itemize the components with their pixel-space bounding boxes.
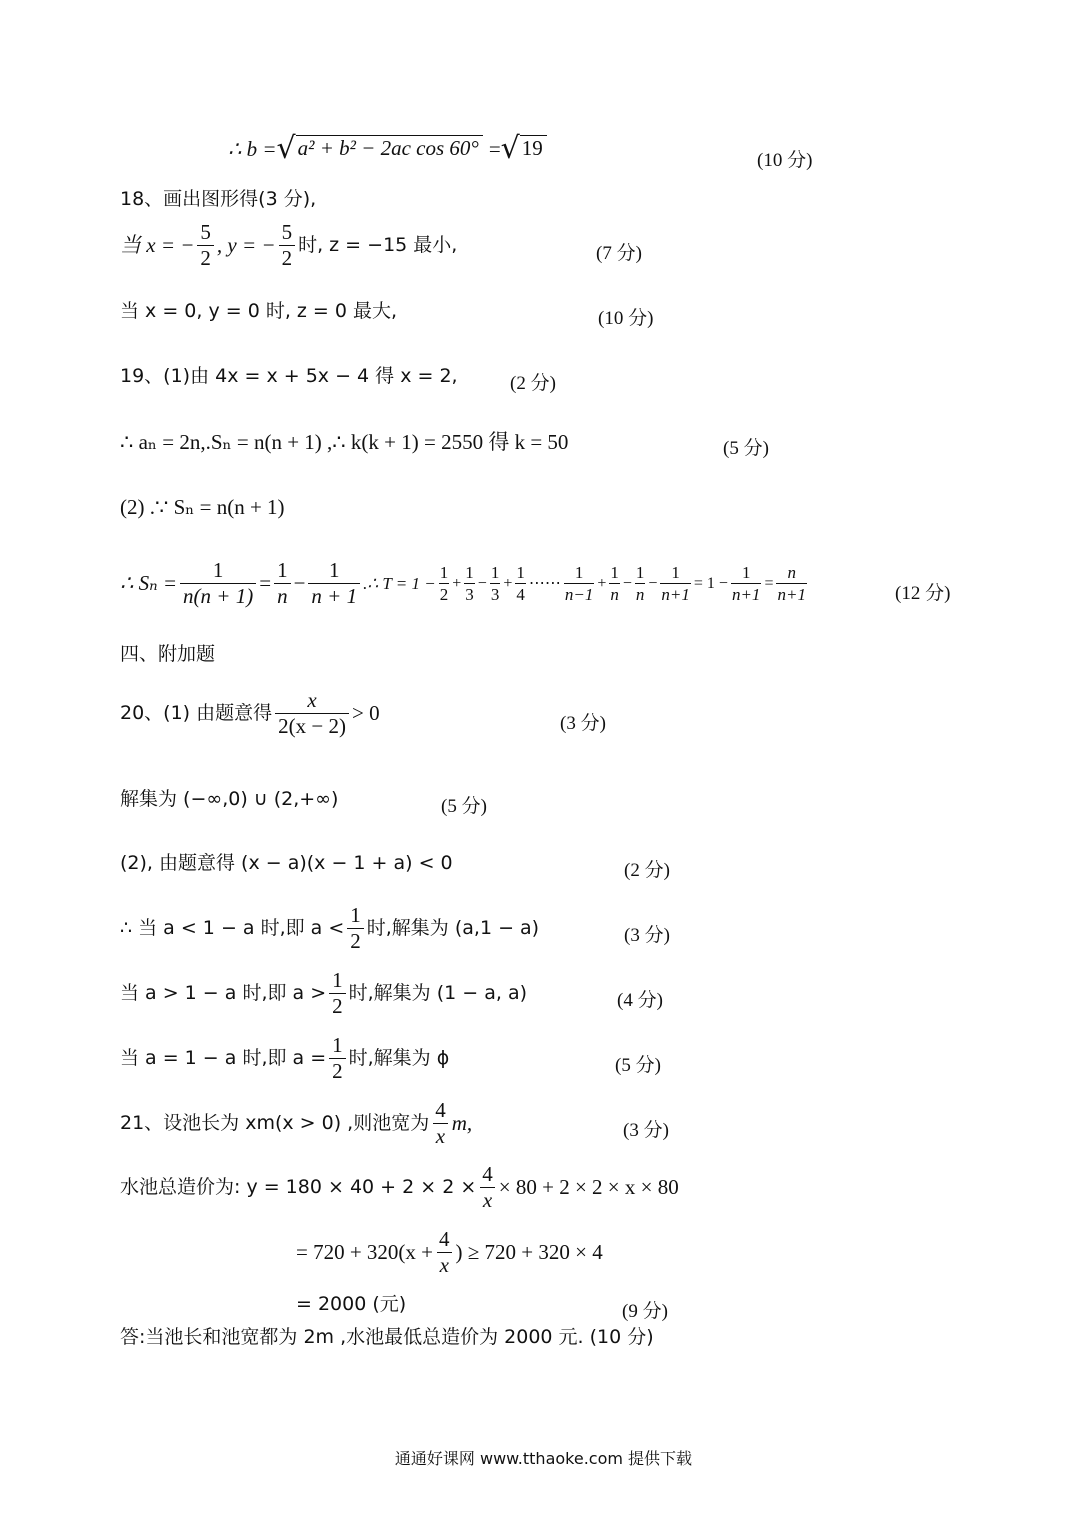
frac-half-b: $\frac{1}{2}$ bbox=[329, 970, 346, 1017]
score-l3: (7 分) bbox=[596, 243, 642, 264]
section-four-title: 四、附加题 bbox=[120, 643, 216, 665]
t-frac-np1-b: $\frac{1}{n+1}$ bbox=[731, 563, 761, 604]
score-l10: (3 分) bbox=[560, 713, 606, 734]
l10-a: 20、(1) 由题意得 bbox=[120, 702, 273, 724]
l16-a: 21、设池长为 xm(x > 0) ,则池宽为 bbox=[120, 1112, 430, 1134]
frac-1-n: $\frac{1}{n}$ bbox=[274, 560, 291, 607]
score-l15: (5 分) bbox=[615, 1055, 661, 1076]
q19-an-line: ∴ aₙ = 2n,.Sₙ = n(n + 1) ,∴ k(k + 1) = 2550 得 k = 50 bbox=[120, 430, 569, 454]
l3-b: , y = − bbox=[216, 233, 276, 257]
q20-solution-set: 解集为 (−∞,0) ∪ (2,+∞) bbox=[120, 788, 339, 810]
q18-header: 18、画出图形得(3 分), bbox=[120, 188, 317, 210]
q20-case3 bbox=[120, 1035, 449, 1082]
l10-b: > 0 bbox=[351, 701, 380, 725]
t-frac-n-a: $\frac{1}{n}$ bbox=[610, 563, 619, 604]
score-l19: (9 分) bbox=[622, 1301, 668, 1322]
frac-x-2x2: $\frac{x}{2(x - 2)}$ bbox=[275, 690, 349, 737]
score-l14: (4 分) bbox=[617, 990, 663, 1011]
l16-b: m, bbox=[451, 1111, 473, 1135]
q20-part2: (2), 由题意得 (x − a)(x − 1 + a) < 0 bbox=[120, 852, 453, 874]
score-l1: (10 分) bbox=[757, 150, 813, 171]
q21-inequality bbox=[296, 1229, 603, 1276]
l3-c: 时, z = −15 最小, bbox=[298, 234, 458, 256]
score-l16: (3 分) bbox=[623, 1120, 669, 1141]
score-l11: (5 分) bbox=[441, 796, 487, 817]
frac-4-x-b: $\frac{4}{x}$ bbox=[479, 1164, 496, 1211]
q20-case2 bbox=[120, 970, 527, 1017]
solution-line-b: ∴ b = √ a² + b² − 2ac cos 60° = √ 19 bbox=[228, 135, 547, 164]
l18-b: ) ≥ 720 + 320 × 4 bbox=[455, 1240, 603, 1264]
q20-case1 bbox=[120, 905, 539, 952]
t-frac-result: $\frac{n}{n+1}$ bbox=[777, 563, 806, 604]
l13-b: 时,解集为 (a,1 − a) bbox=[366, 917, 540, 939]
l8-d: .∴ T = 1 − bbox=[363, 574, 436, 593]
frac-5-2-b: $\frac{5}{2}$ bbox=[279, 222, 296, 269]
q21-setup bbox=[120, 1100, 472, 1147]
q19-part2: (2) .∵ Sₙ = n(n + 1) bbox=[120, 495, 285, 519]
score-l8: (12 分) bbox=[895, 583, 951, 604]
frac-5-2-a: $\frac{5}{2}$ bbox=[197, 222, 214, 269]
frac-1-n1: $\frac{1}{n + 1}$ bbox=[308, 560, 360, 607]
l13-a: ∴ 当 a < 1 − a 时,即 a < bbox=[120, 917, 345, 939]
l15-a: 当 a = 1 − a 时,即 a = bbox=[120, 1047, 327, 1069]
sqrt-19: √ 19 bbox=[501, 135, 547, 164]
score-l6: (5 分) bbox=[723, 438, 769, 459]
q18-max-line: 当 x = 0, y = 0 时, z = 0 最大, bbox=[120, 300, 398, 322]
frac-4-x-a: $\frac{4}{x}$ bbox=[432, 1100, 449, 1147]
t-frac-np1: $\frac{1}{n+1}$ bbox=[661, 563, 690, 604]
frac-half-c: $\frac{1}{2}$ bbox=[329, 1035, 346, 1082]
score-l4: (10 分) bbox=[598, 308, 654, 329]
l14-a: 当 a > 1 − a 时,即 a > bbox=[120, 982, 327, 1004]
q19-part1: 19、(1)由 4x = x + 5x − 4 得 x = 2, bbox=[120, 365, 458, 387]
t-frac-3a: $\frac{1}{3}$ bbox=[465, 563, 474, 604]
frac-half-a: $\frac{1}{2}$ bbox=[347, 905, 364, 952]
l17-a: 水池总造价为: y = 180 × 40 + 2 × 2 × bbox=[120, 1176, 477, 1198]
q21-result: = 2000 (元) bbox=[296, 1293, 407, 1315]
t-frac-n-b: $\frac{1}{n}$ bbox=[635, 563, 645, 604]
q19-telescoping-line: ∴ Sₙ = $\frac{1}{n(n + 1)}$ = $\frac{1}{n}$ − $\frac{1}{n + 1}$ .∴ T = 1 − $\frac{1}{2}$ + $\frac{1}{3}$ − $\frac{1}{3}$ + $\frac{1}{4}$ ⋯⋯ $\frac{1}{n-1}$ + $\frac{1}{n}$ − $\frac{1}{n}$ − $\frac{1}{n+1}$ = 1 − $\frac{1}{n+1}$ = $\frac{n}{n+1}$ bbox=[120, 558, 806, 608]
q18-min-line bbox=[120, 222, 457, 269]
t-frac-nm1: $\frac{1}{n-1}$ bbox=[564, 563, 594, 604]
frac-1-nn1: $\frac{1}{n(n + 1)}$ bbox=[180, 560, 256, 607]
l3-a: 当 x = − bbox=[120, 233, 195, 257]
q21-cost-eq bbox=[120, 1164, 679, 1211]
score-l12: (2 分) bbox=[624, 860, 670, 881]
t-frac-3b: $\frac{1}{3}$ bbox=[490, 563, 500, 604]
t-frac-2: $\frac{1}{2}$ bbox=[439, 563, 449, 604]
page-footer: 通通好课网 www.tthaoke.com 提供下载 bbox=[394, 1449, 693, 1468]
sqrt-expression: √ a² + b² − 2ac cos 60° bbox=[277, 135, 483, 164]
q20-part1 bbox=[120, 690, 380, 737]
math-b-expr: ∴ b = bbox=[228, 136, 277, 161]
l8-a: ∴ Sₙ = bbox=[120, 571, 178, 595]
q21-answer: 答:当池长和池宽都为 2m ,水池最低总造价为 2000 元. (10 分) bbox=[120, 1326, 654, 1348]
l14-b: 时,解集为 (1 − a, a) bbox=[348, 982, 527, 1004]
frac-4-x-c: $\frac{4}{x}$ bbox=[436, 1229, 453, 1276]
score-l13: (3 分) bbox=[624, 925, 670, 946]
score-l5: (2 分) bbox=[510, 373, 556, 394]
l18-a: = 720 + 320(x + bbox=[296, 1240, 434, 1264]
t-frac-4: $\frac{1}{4}$ bbox=[516, 563, 525, 604]
l8-b: = bbox=[259, 571, 272, 595]
l15-b: 时,解集为 ϕ bbox=[348, 1047, 450, 1069]
l17-b: × 80 + 2 × 2 × x × 80 bbox=[498, 1175, 679, 1199]
l8-c: − bbox=[293, 571, 306, 595]
